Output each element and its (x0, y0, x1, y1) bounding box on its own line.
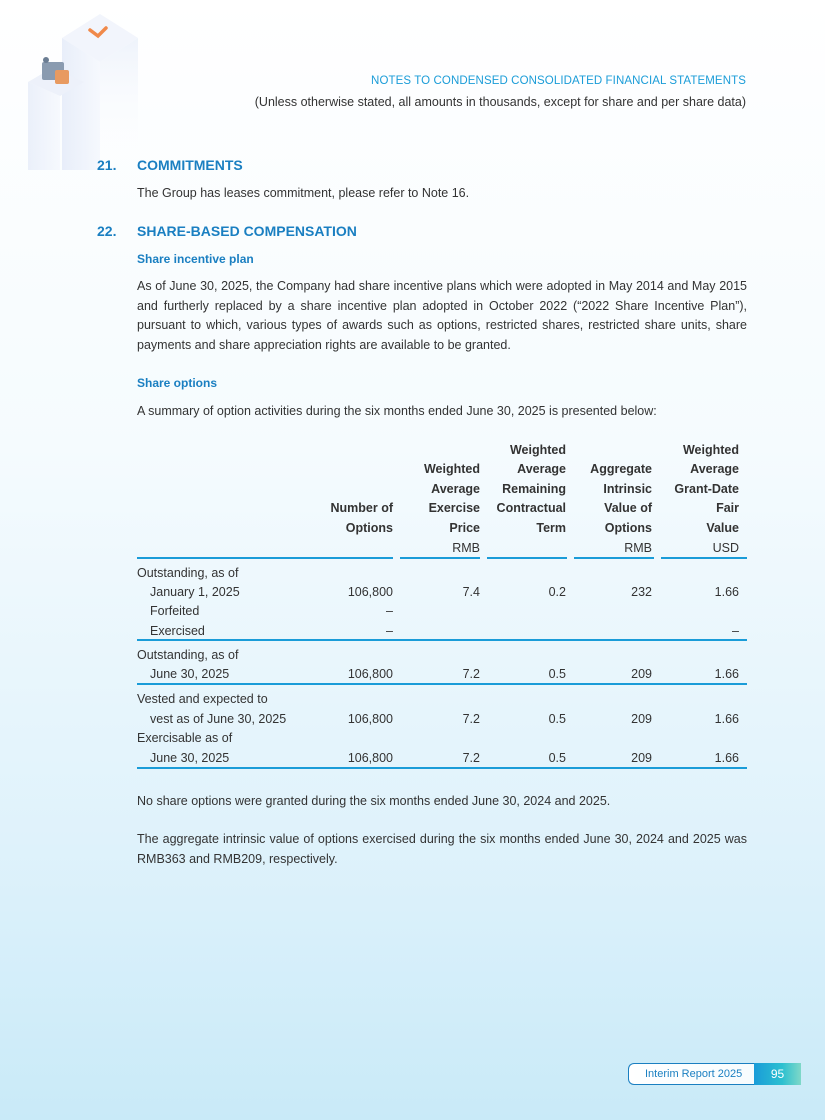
section-21-number: 21. (97, 157, 117, 173)
section-22-title: SHARE-BASED COMPENSATION (137, 223, 357, 239)
unit-exercise-price: RMB (452, 541, 480, 555)
header-rule (400, 557, 480, 559)
total-rule (137, 683, 747, 685)
header-line: Remaining (502, 481, 566, 496)
header-line: Options (345, 520, 393, 535)
share-options-heading: Share options (137, 376, 218, 390)
table-cell: 209 (631, 667, 652, 681)
row-label: Outstanding, as of (137, 566, 239, 580)
footer-report-name: Interim Report 2025 (645, 1068, 743, 1080)
table-cell: – (386, 604, 393, 618)
header-line: Value (706, 520, 739, 535)
table-cell: 1.66 (714, 751, 739, 765)
table-cell: 0.5 (548, 667, 566, 681)
row-label: Forfeited (150, 604, 200, 618)
header-line: Weighted (509, 442, 566, 457)
table-cell: 7.2 (462, 712, 480, 726)
table-cell: 106,800 (347, 751, 393, 765)
closing-rule (137, 767, 747, 769)
row-label: Outstanding, as of (137, 648, 239, 662)
table-cell: 209 (631, 712, 652, 726)
table-cell: 209 (631, 751, 652, 765)
col-header-exercise-price (390, 460, 480, 538)
table-cell: 0.5 (548, 751, 566, 765)
section-21-title: COMMITMENTS (137, 157, 243, 173)
table-cell: 1.66 (714, 667, 739, 681)
header-line: Grant-Date (674, 481, 739, 496)
table-cell: 7.2 (462, 751, 480, 765)
header-rule (137, 557, 393, 559)
table-cell: 1.66 (714, 712, 739, 726)
col-header-intrinsic-value (562, 460, 652, 538)
header-rule (574, 557, 654, 559)
share-incentive-heading: Share incentive plan (137, 252, 254, 266)
row-label: Exercisable as of (137, 731, 233, 745)
header-line: Exercise (428, 501, 480, 516)
no-grant-text: No share options were granted during the six months ended June 30, 2024 and 2025. (137, 794, 611, 808)
header-line: Contractual (496, 501, 566, 516)
header-rule (661, 557, 747, 559)
share-options-intro: A summary of option activities during the six months ended June 30, 2025 is presented below: (137, 404, 657, 418)
header-line: Average (517, 462, 566, 477)
row-label: vest as of June 30, 2025 (150, 712, 287, 726)
header-line: Price (449, 520, 480, 535)
table-cell: – (732, 624, 739, 638)
header-line: Weighted (682, 442, 739, 457)
header-line: Value of (604, 501, 652, 516)
col-header-contractual-term (476, 441, 566, 538)
table-cell: 0.5 (548, 712, 566, 726)
row-label: January 1, 2025 (150, 585, 240, 599)
header-line: Number of (330, 501, 393, 516)
col-header-grant-date-fair-value (649, 441, 739, 538)
table-cell: 1.66 (714, 585, 739, 599)
row-label: Vested and expected to (137, 692, 268, 706)
header-line: Average (690, 462, 739, 477)
header-line: Average (431, 481, 480, 496)
share-incentive-text: As of June 30, 2025, the Company had share incentive plans which were adopted in May 2014 and May 2015 and furtherly replaced by a share incentive plan adopted in October 2022 (“2022 Share Incentive Plan”), pursuant to which, various types of awards such as options, restricted shares, restricted share units, share payments and share appreciation rights are available to be granted. (137, 279, 747, 352)
decorative-cube-graphic (0, 0, 150, 170)
col-header-number-of-options (303, 499, 393, 538)
option-activity-table (137, 440, 747, 780)
header-line: Options (604, 520, 652, 535)
section-22-number: 22. (97, 223, 117, 239)
row-label: June 30, 2025 (150, 751, 230, 765)
header-line: Fair (716, 501, 739, 516)
table-cell: 232 (631, 585, 652, 599)
header-line: Intrinsic (603, 481, 652, 496)
unit-intrinsic-value: RMB (624, 541, 652, 555)
table-cell: 7.2 (462, 667, 480, 681)
intrinsic-value-text: The aggregate intrinsic value of options exercised during the six months ended June 30, 2024 and 2025 was RMB363 and RMB209, respectively. (137, 832, 747, 866)
row-label: June 30, 2025 (150, 667, 230, 681)
header-rule (487, 557, 567, 559)
table-cell: 106,800 (347, 667, 393, 681)
page-number: 95 (754, 1063, 801, 1085)
commitments-text: The Group has leases commitment, please refer to Note 16. (137, 186, 470, 200)
running-header-title: NOTES TO CONDENSED CONSOLIDATED FINANCIAL STATEMENTS (371, 75, 746, 87)
section-rule (137, 639, 747, 641)
table-cell: 106,800 (347, 712, 393, 726)
row-label: Exercised (150, 624, 205, 638)
running-header-note: (Unless otherwise stated, all amounts in thousands, except for share and per share data) (254, 95, 746, 109)
table-cell: 7.4 (462, 585, 480, 599)
header-line: Aggregate (590, 462, 652, 477)
table-cell: 0.2 (548, 585, 566, 599)
header-line: Weighted (423, 462, 480, 477)
table-cell: 106,800 (347, 585, 393, 599)
header-line: Term (536, 520, 566, 535)
table-cell: – (386, 624, 393, 638)
unit-fair-value: USD (712, 541, 739, 555)
